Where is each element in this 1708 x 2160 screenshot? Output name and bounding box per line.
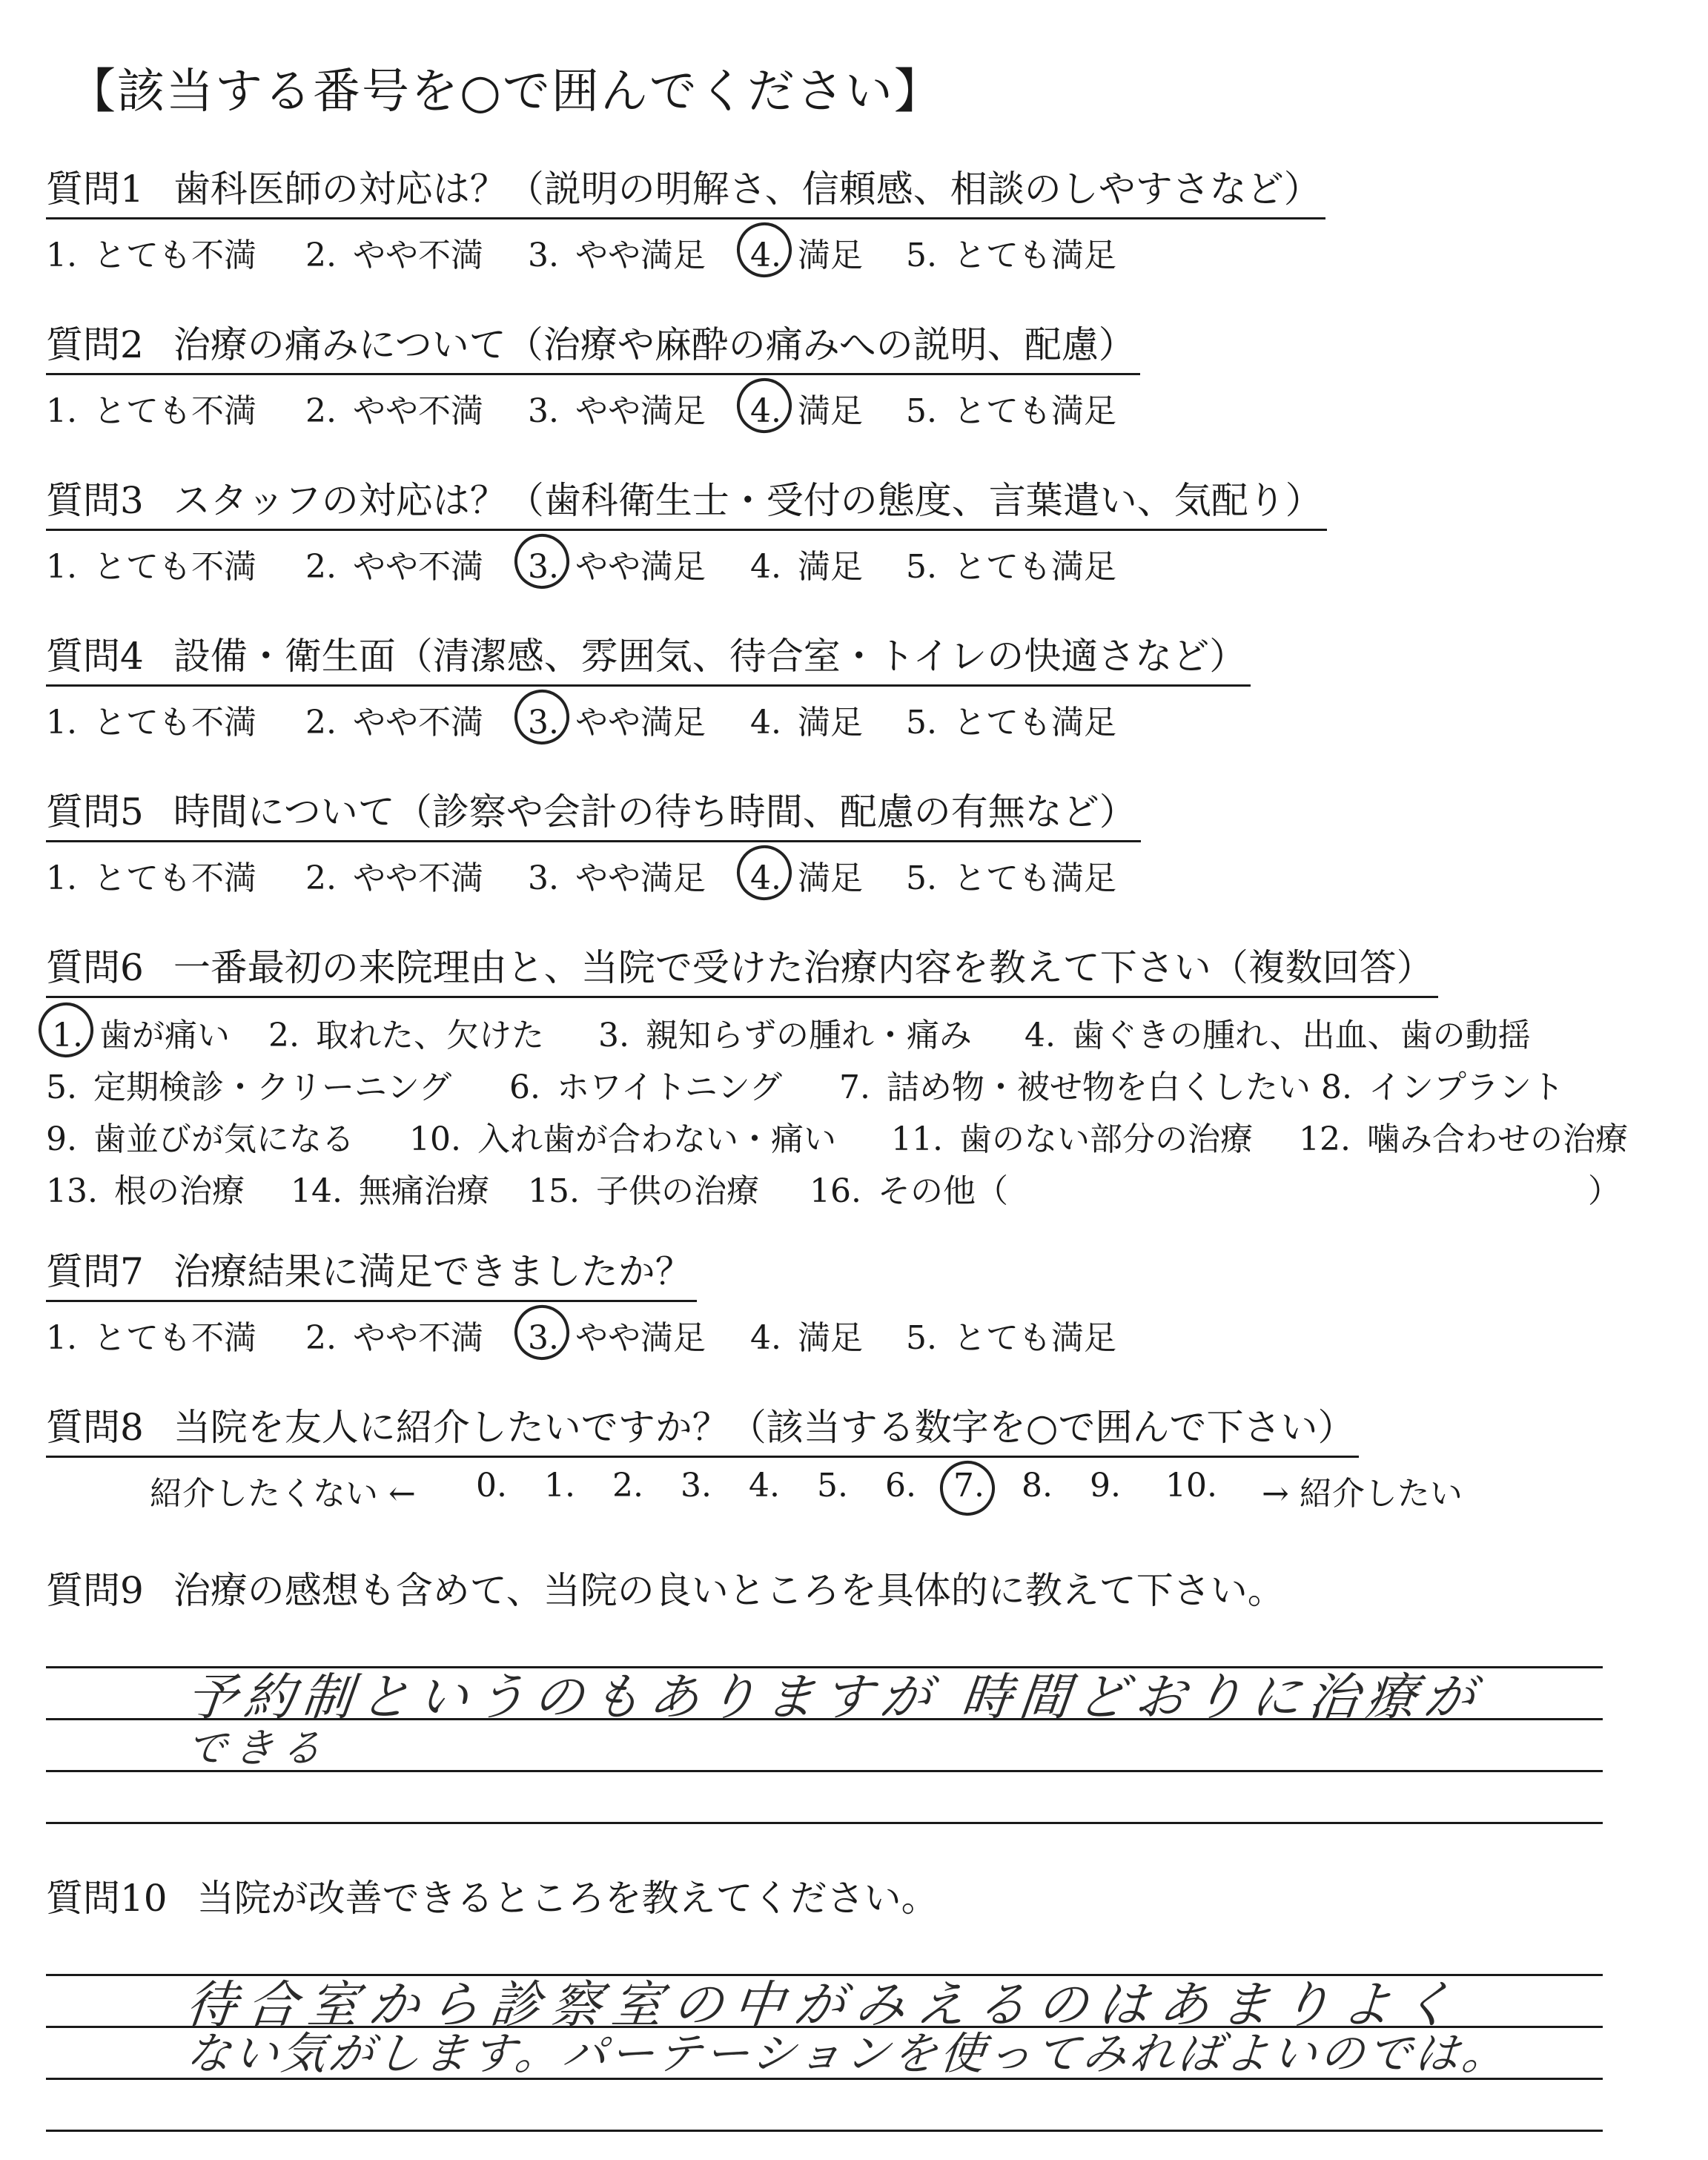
q8-right-label: → 紹介したい [1262,1475,1463,1513]
question-6-label: 質問6 [46,946,144,989]
q6-option-9[interactable]: 9. 歯並びが気になる [46,1120,354,1158]
question-7-text: 治療結果に満足できましたか？ [173,1250,692,1293]
question-1 [46,159,1662,273]
question-8-label: 質問8 [46,1406,144,1449]
question-1-options [46,228,1662,273]
q5-option-4-circled[interactable]: 4. 満足 [750,851,863,899]
q1-option-1[interactable]: 1. とても不満 [46,237,256,274]
question-3-header [46,471,1327,531]
q6-option-5[interactable]: 5. 定期検診・クリーニング [46,1069,452,1106]
q5-option-1[interactable]: 1. とても不満 [46,859,256,897]
question-6-text: 一番最初の来院理由と、当院で受けた治療内容を教えて下さい（複数回答） [173,946,1434,989]
question-8-scale [46,1467,1662,1511]
question-7-header [46,1242,697,1302]
question-2-label: 質問2 [46,323,144,366]
q10-handwritten-line-1: 待合室から診察室の中がみえるのはあまりよく [183,1976,1466,2035]
question-6 [46,938,1662,1216]
q1-option-2[interactable]: 2. やや不満 [305,237,483,274]
question-10-header [46,1869,1662,1922]
q6-option-10[interactable]: 10. 入れ歯が合わない・痛い [409,1120,836,1158]
instruction-heading: 【該当する番号を○で囲んでください】 [68,65,943,119]
question-8-header [46,1398,1359,1458]
q8-score-9[interactable]: 9. [1090,1467,1121,1505]
q6-option-1-circled[interactable]: 1. 歯が痛い [52,1008,230,1056]
q8-score-3[interactable]: 3. [681,1467,712,1505]
q2-option-1[interactable]: 1. とても不満 [46,392,256,430]
q6-row-4 [46,1164,1662,1216]
q8-score-2[interactable]: 2. [612,1467,643,1505]
q6-option-14[interactable]: 14. 無痛治療 [291,1172,489,1210]
q5-option-2[interactable]: 2. やや不満 [305,859,483,897]
q6-row-3 [46,1112,1662,1164]
question-5-options [46,851,1662,896]
q6-option-7[interactable]: 7. 詰め物・被せ物を白くしたい [839,1069,1311,1106]
question-10-text: 当院が改善できるところを教えてください。 [196,1877,939,1920]
question-7-options [46,1311,1662,1355]
question-4-options [46,696,1662,740]
q8-score-1[interactable]: 1. [544,1467,575,1505]
question-4-header [46,627,1251,687]
q6-option-12[interactable]: 12. 噛み合わせの治療 [1299,1120,1628,1158]
q3-option-2[interactable]: 2. やや不満 [305,548,483,586]
q8-score-8[interactable]: 8. [1022,1467,1053,1505]
q8-score-7-circled[interactable]: 7. [953,1467,984,1505]
question-2 [46,315,1662,429]
question-2-options [46,384,1662,429]
q1-option-3[interactable]: 3. やや満足 [528,237,706,274]
q5-option-3[interactable]: 3. やや満足 [528,859,706,897]
q8-score-10[interactable]: 10. [1165,1467,1217,1505]
q9-handwritten-line-1: 予約制というのもありますが 時間どおりに治療が [183,1668,1486,1727]
question-3-label: 質問3 [46,479,144,522]
q6-option-3[interactable]: 3. 親知らずの腫れ・痛み [598,1017,972,1054]
question-2-header [46,315,1140,375]
q10-rule-4 [46,2130,1603,2132]
question-9-text: 治療の感想も含めて、当院の良いところを具体的に教えて下さい。 [173,1569,1285,1612]
q8-score-5[interactable]: 5. [817,1467,848,1505]
question-10 [46,1869,1662,2080]
question-2-text: 治療の痛みについて（治療や麻酔の痛みへの説明、配慮） [173,323,1136,366]
question-7 [46,1242,1662,1355]
question-8-text: 当院を友人に紹介したいですか？（該当する数字を○で囲んで下さい） [173,1406,1355,1449]
q6-row-2 [46,1060,1662,1112]
question-1-label: 質問1 [46,168,144,211]
q6-option-6[interactable]: 6. ホワイトニング [509,1069,783,1106]
q3-option-1[interactable]: 1. とても不満 [46,548,256,586]
q6-option-16-other[interactable]: 16. その他（ [810,1172,1008,1210]
q8-score-4[interactable]: 4. [749,1467,780,1505]
question-9-label: 質問9 [46,1569,144,1612]
q2-option-2[interactable]: 2. やや不満 [305,392,483,430]
question-5 [46,782,1662,896]
q8-score-6[interactable]: 6. [885,1467,916,1505]
q2-option-5[interactable]: 5. とても満足 [906,392,1116,430]
question-10-label: 質問10 [46,1877,168,1920]
q5-option-5[interactable]: 5. とても満足 [906,859,1116,897]
q4-option-2[interactable]: 2. やや不満 [305,704,483,742]
q7-option-3-circled[interactable]: 3. やや満足 [528,1311,706,1358]
q2-option-4-circled[interactable]: 4. 満足 [750,384,863,432]
question-9-header [46,1561,1662,1614]
question-4 [46,627,1662,740]
q4-option-4[interactable]: 4. 満足 [750,704,863,742]
q8-score-0[interactable]: 0. [476,1467,507,1505]
question-8 [46,1398,1662,1511]
q7-option-5[interactable]: 5. とても満足 [906,1319,1116,1357]
question-3-text: スタッフの対応は？（歯科衛生士・受付の態度、言葉遣い、気配り） [173,479,1323,522]
q6-option-13[interactable]: 13. 根の治療 [46,1172,245,1210]
question-3 [46,471,1662,584]
q9-rule-4 [46,1822,1603,1824]
question-1-text: 歯科医師の対応は？（説明の明解さ、信頼感、相談のしやすさなど） [173,168,1321,211]
q1-option-5[interactable]: 5. とても満足 [906,237,1116,274]
q6-option-15[interactable]: 15. 子供の治療 [528,1172,759,1210]
q7-option-1[interactable]: 1. とても不満 [46,1319,256,1357]
question-5-text: 時間について（診察や会計の待ち時間、配慮の有無など） [173,790,1136,833]
q6-option-11[interactable]: 11. 歯のない部分の治療 [891,1120,1253,1158]
q3-option-4[interactable]: 4. 満足 [750,548,863,586]
q2-option-3[interactable]: 3. やや満足 [528,392,706,430]
question-5-label: 質問5 [46,790,144,833]
question-4-text: 設備・衛生面（清潔感、雰囲気、待合室・トイレの快適さなど） [173,635,1247,678]
q4-option-3-circled[interactable]: 3. やや満足 [528,696,706,743]
question-5-header [46,782,1141,842]
question-1-header [46,159,1325,219]
question-6-header [46,938,1438,998]
q7-option-4[interactable]: 4. 満足 [750,1319,863,1357]
q6-row-1 [46,1008,1662,1060]
q4-option-1[interactable]: 1. とても不満 [46,704,256,742]
q3-option-5[interactable]: 5. とても満足 [906,548,1116,586]
question-7-label: 質問7 [46,1250,144,1293]
q10-handwritten-line-2: ない気がします。パーテーションを使ってみればよいのでは。 [183,2028,1512,2080]
q6-option-8[interactable]: 8. インプラント [1321,1069,1564,1106]
q6-option-4[interactable]: 4. 歯ぐきの腫れ、出血、歯の動揺 [1025,1017,1531,1054]
q6-other-close-paren: ） [1588,1172,1621,1210]
question-4-label: 質問4 [46,635,144,678]
question-3-options [46,540,1662,584]
q7-option-2[interactable]: 2. やや不満 [305,1319,483,1357]
q8-left-label: 紹介したくない ← [150,1475,416,1513]
q6-option-2[interactable]: 2. 取れた、欠けた [268,1017,544,1054]
q1-option-4-circled[interactable]: 4. 満足 [750,228,863,276]
q4-option-5[interactable]: 5. とても満足 [906,704,1116,742]
question-9 [46,1561,1662,1771]
q9-handwritten-line-2: できる [184,1725,331,1771]
q3-option-3-circled[interactable]: 3. やや満足 [528,540,706,587]
